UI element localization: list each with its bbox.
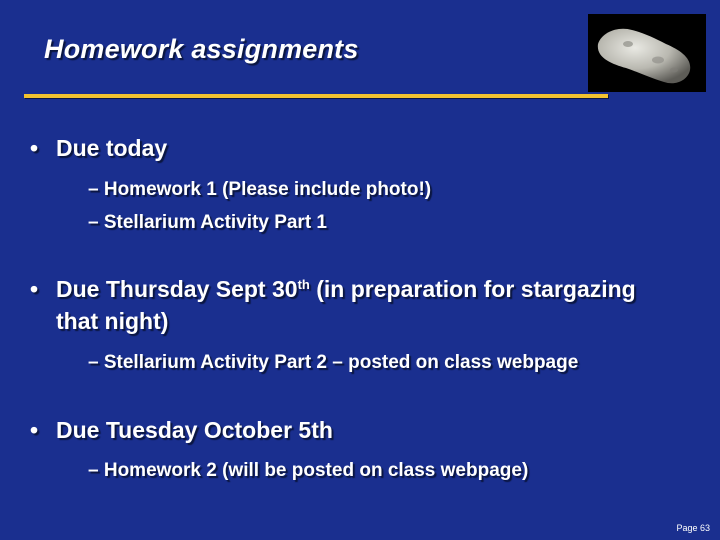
- subitem-stellarium-part-2: – Stellarium Activity Part 2 – posted on class webpage: [88, 352, 579, 373]
- asteroid-image: [588, 14, 706, 92]
- subitem-stellarium-part-1: – Stellarium Activity Part 1: [88, 212, 328, 233]
- bullet-text-part: (in preparation for stargazing that night): [56, 276, 636, 334]
- bullet-text: Due today: [56, 135, 168, 161]
- slide-title: Homework assignments: [44, 34, 359, 64]
- asteroid-icon: [588, 14, 706, 92]
- page-number: Page 63: [676, 523, 710, 533]
- bullet-due-tuesday: [30, 414, 333, 446]
- bullet-dot: •: [30, 135, 39, 161]
- bullet-due-today: [30, 132, 167, 164]
- bullet-text-part: Due Thursday Sept 30: [56, 276, 298, 302]
- bullet-due-thursday: [30, 273, 670, 337]
- subitem-homework-1: – Homework 1 (Please include photo!): [88, 179, 432, 200]
- bullet-text: [56, 273, 670, 337]
- subitem-homework-2: – Homework 2 (will be posted on class webpage): [88, 460, 529, 481]
- ordinal-superscript: th: [297, 277, 310, 292]
- title-underline: [24, 94, 608, 98]
- bullet-text: Due Tuesday October 5th: [56, 417, 333, 443]
- bullet-dot: •: [30, 417, 39, 443]
- bullet-dot: •: [30, 276, 39, 302]
